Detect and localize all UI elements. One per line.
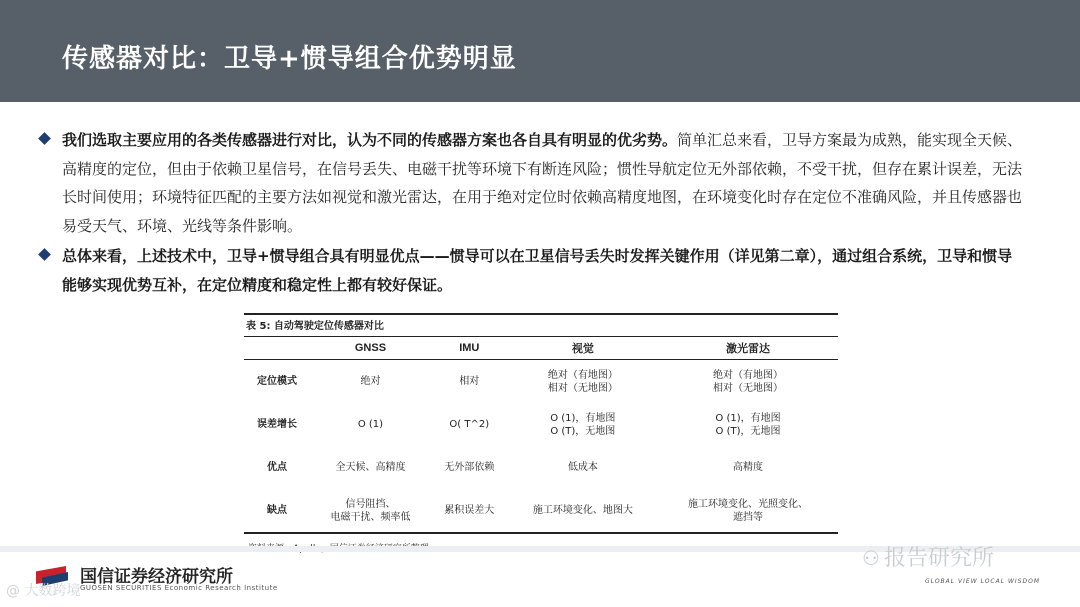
table-cell — [658, 360, 838, 404]
table-cell — [508, 403, 658, 446]
table-row — [244, 403, 838, 446]
cell-line: 绝对（有地图） — [713, 369, 784, 381]
header-cell-lidar: 激光雷达 — [658, 337, 838, 360]
watermark-left: @ 大数跨境 — [6, 583, 81, 599]
bullet-list — [36, 126, 1026, 301]
bullet-item — [36, 242, 1026, 299]
org-name: 国信证券经济研究所 — [80, 567, 233, 587]
cell-line: 遮挡等 — [733, 511, 764, 523]
cell-line: 相对（无地图） — [547, 382, 618, 394]
header-cell-gnss: GNSS — [310, 337, 431, 360]
page-title: 传感器对比：卫导+惯导组合优势明显 — [62, 44, 517, 74]
cell-line: O (T)，无地图 — [550, 425, 616, 437]
wechat-icon: ⚇ — [862, 546, 880, 570]
diamond-bullet-icon — [38, 248, 51, 261]
table-cell — [310, 489, 431, 533]
cell-line: 无外部依赖 — [444, 462, 495, 473]
cell-line: 施工环境变化、地图大 — [532, 505, 633, 516]
cell-line: 高精度 — [733, 462, 764, 473]
cell-line: 电磁干扰、频率低 — [330, 511, 411, 523]
cell-line: O (1) — [357, 419, 384, 430]
table-cell — [508, 489, 658, 533]
row-header: 缺点 — [244, 489, 310, 533]
footer-motto: GLOBAL VIEW LOCAL WISDOM — [925, 578, 1040, 585]
table-row — [244, 360, 838, 404]
header-bar — [0, 0, 1080, 102]
cell-line: O( T^2) — [449, 419, 490, 430]
table-cell — [508, 360, 658, 404]
sensor-table — [244, 337, 838, 534]
cell-line: 低成本 — [567, 462, 598, 473]
bullet-bold-text: 我们选取主要应用的各类传感器进行对比，认为不同的传感器方案也各自具有明显的优劣势。 — [62, 131, 678, 149]
header-cell-imu: IMU — [431, 337, 508, 360]
table-cell — [310, 403, 431, 446]
cell-line: 施工环境变化、光照变化、 — [688, 498, 809, 510]
cell-line: 绝对（有地图） — [547, 369, 618, 381]
cell-line: 相对 — [459, 376, 480, 387]
row-header: 误差增长 — [257, 419, 297, 430]
header-cell-vision: 视觉 — [508, 337, 658, 360]
table-cell — [508, 446, 658, 489]
table-cell — [658, 403, 838, 446]
cell-line: O (T)，无地图 — [715, 425, 781, 437]
table-header-row — [244, 337, 838, 360]
table-cell — [431, 403, 508, 446]
row-header: 优点 — [267, 462, 287, 473]
table-caption: 表 5: 自动驾驶定位传感器对比 — [244, 313, 838, 337]
bullet-text: 简单汇总来看，卫导方案最为成熟，能实现全天候、高精度的定位，但由于依赖卫星信号，在信号丢失、电磁干扰等环境下有断连风险；惯性导航定位无外部依赖，不受干扰，但存在累计误差，无法长时间使用；环境特征匹配的主要方法如视觉和激光雷达，在用于绝对定位时依赖高精度地图，在环境变化时存在定位不准确风险，并且传感器也易受天气、环境、光线等条件影响。 — [62, 131, 1023, 235]
table-cell — [431, 446, 508, 489]
watermark-right — [862, 541, 994, 572]
org-english-name: GUOSEN SECURITIES Economic Research Institute — [80, 584, 278, 592]
cell-line: 全天候、高精度 — [335, 462, 406, 473]
watermark-right-text: 报告研究所 — [883, 546, 994, 571]
cell-line: 累积误差大 — [444, 505, 495, 516]
table-cell — [658, 446, 838, 489]
table-cell — [658, 489, 838, 533]
diamond-bullet-icon — [38, 132, 51, 145]
header-cell-blank — [244, 337, 310, 360]
table-cell — [431, 360, 508, 404]
bullet-bold-text: 总体来看，上述技术中，卫导+惯导组合具有明显优点——惯导可以在卫星信号丢失时发挥关键作用（详见第二章），通过组合系统，卫导和惯导能够实现优势互补，在定位精度和稳定性上都有较好保证。 — [62, 247, 1013, 294]
table-cell — [310, 446, 431, 489]
bullet-item — [36, 126, 1026, 240]
row-header: 定位模式 — [257, 376, 297, 387]
cell-line: O (1)，有地图 — [715, 412, 781, 424]
table-row — [244, 446, 838, 489]
table-cell — [431, 489, 508, 533]
cell-line: 绝对 — [360, 376, 381, 387]
cell-line: 相对（无地图） — [713, 382, 784, 394]
table-cell — [310, 360, 431, 404]
cell-line: O (1)，有地图 — [550, 412, 616, 424]
cell-line: 信号阻挡、 — [345, 498, 396, 510]
table-row — [244, 489, 838, 533]
comparison-table — [244, 313, 838, 554]
